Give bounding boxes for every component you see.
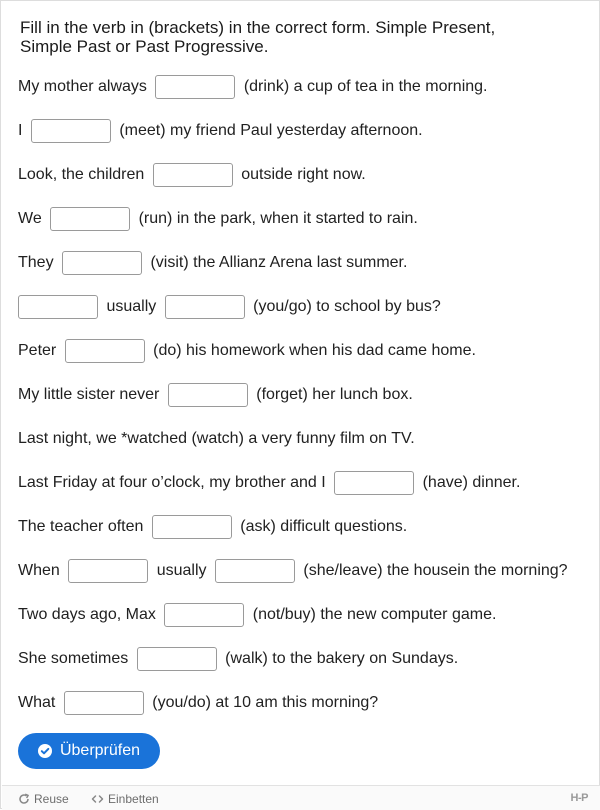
sentence-text: What <box>18 694 60 711</box>
task-instruction-line1: Fill in the verb in (brackets) in the correct form. Simple Present, <box>20 18 496 37</box>
answer-input[interactable] <box>137 647 217 671</box>
sentence-row <box>18 602 496 628</box>
answer-input[interactable] <box>64 691 144 715</box>
answer-input[interactable] <box>153 163 233 187</box>
sentence-text: The teacher often <box>18 518 148 535</box>
answer-input[interactable] <box>215 559 295 583</box>
answer-input[interactable] <box>165 295 245 319</box>
code-icon <box>91 793 104 805</box>
footer-bar <box>2 785 600 810</box>
answer-input[interactable] <box>68 559 148 583</box>
sentence-text: Look, the children <box>18 166 149 183</box>
answer-input[interactable] <box>50 207 130 231</box>
brand-logo: H-P <box>570 792 588 804</box>
embed-label: Einbetten <box>108 792 159 806</box>
sentence-text: My little sister never <box>18 386 164 403</box>
sentence-text: (have) dinner. <box>418 474 521 491</box>
sentence-row <box>18 74 488 100</box>
answer-input[interactable] <box>164 603 244 627</box>
sentence-row <box>18 646 458 672</box>
sentence-text: (do) his homework when his dad came home. <box>148 342 476 359</box>
sentence-text: She sometimes <box>18 650 133 667</box>
sentence-text: (not/buy) the new computer game. <box>248 606 497 623</box>
sentence-text: (you/do) at 10 am this morning? <box>147 694 379 711</box>
sentence-text: I <box>18 122 27 139</box>
check-button[interactable] <box>18 733 160 769</box>
sentence-text: (drink) a cup of tea in the morning. <box>239 78 488 95</box>
sentence-text: Last night, we *watched (watch) a very funny film on TV. <box>18 430 415 447</box>
answer-input[interactable] <box>168 383 248 407</box>
check-circle-icon <box>38 744 52 758</box>
sentence-text: We <box>18 210 47 227</box>
answer-input[interactable] <box>31 119 111 143</box>
sentence-row <box>18 250 407 276</box>
sentence-text: Peter <box>18 342 61 359</box>
sentence-row <box>18 514 407 540</box>
sentence-text: Last Friday at four o’clock, my brother and I <box>18 474 331 491</box>
sentence-row <box>18 118 423 144</box>
sentence-text: (she/leave) the housein the morning? <box>298 562 568 579</box>
sentence-text: When <box>18 562 65 579</box>
sentence-text: (visit) the Allianz Arena last summer. <box>146 254 408 271</box>
answer-input[interactable] <box>18 295 98 319</box>
sentence-row <box>18 206 418 232</box>
sentence-text: They <box>18 254 59 271</box>
sentence-row <box>18 382 413 408</box>
task-description <box>20 18 580 56</box>
answer-input[interactable] <box>65 339 145 363</box>
sentence-text: Two days ago, Max <box>18 606 161 623</box>
reuse-icon <box>18 793 30 805</box>
sentence-row <box>18 558 568 584</box>
reuse-label: Reuse <box>34 792 69 806</box>
sentence-text: (forget) her lunch box. <box>251 386 413 403</box>
sentence-row <box>18 338 476 364</box>
check-button-label: Überprüfen <box>59 742 141 759</box>
sentence-row <box>18 426 415 452</box>
answer-input[interactable] <box>334 471 414 495</box>
sentence-text: usually <box>102 298 161 315</box>
sentence-text: (walk) to the bakery on Sundays. <box>220 650 459 667</box>
sentence-row <box>18 690 378 716</box>
sentence-text: usually <box>152 562 211 579</box>
sentence-row <box>18 470 520 496</box>
answer-input[interactable] <box>62 251 142 275</box>
task-instruction-line2: Simple Past or Past Progressive. <box>20 37 269 56</box>
sentence-text: (run) in the park, when it started to rain. <box>134 210 418 227</box>
sentence-text: outside right now. <box>236 166 366 183</box>
reuse-button[interactable] <box>18 792 69 806</box>
sentence-text: (ask) difficult questions. <box>235 518 408 535</box>
answer-input[interactable] <box>155 75 235 99</box>
embed-button[interactable] <box>91 792 159 806</box>
sentence-row <box>18 162 366 188</box>
sentence-text: (meet) my friend Paul yesterday afternoon. <box>114 122 423 139</box>
answer-input[interactable] <box>152 515 232 539</box>
sentence-text: My mother always <box>18 78 152 95</box>
sentence-text: (you/go) to school by bus? <box>248 298 441 315</box>
sentence-row <box>18 294 441 320</box>
